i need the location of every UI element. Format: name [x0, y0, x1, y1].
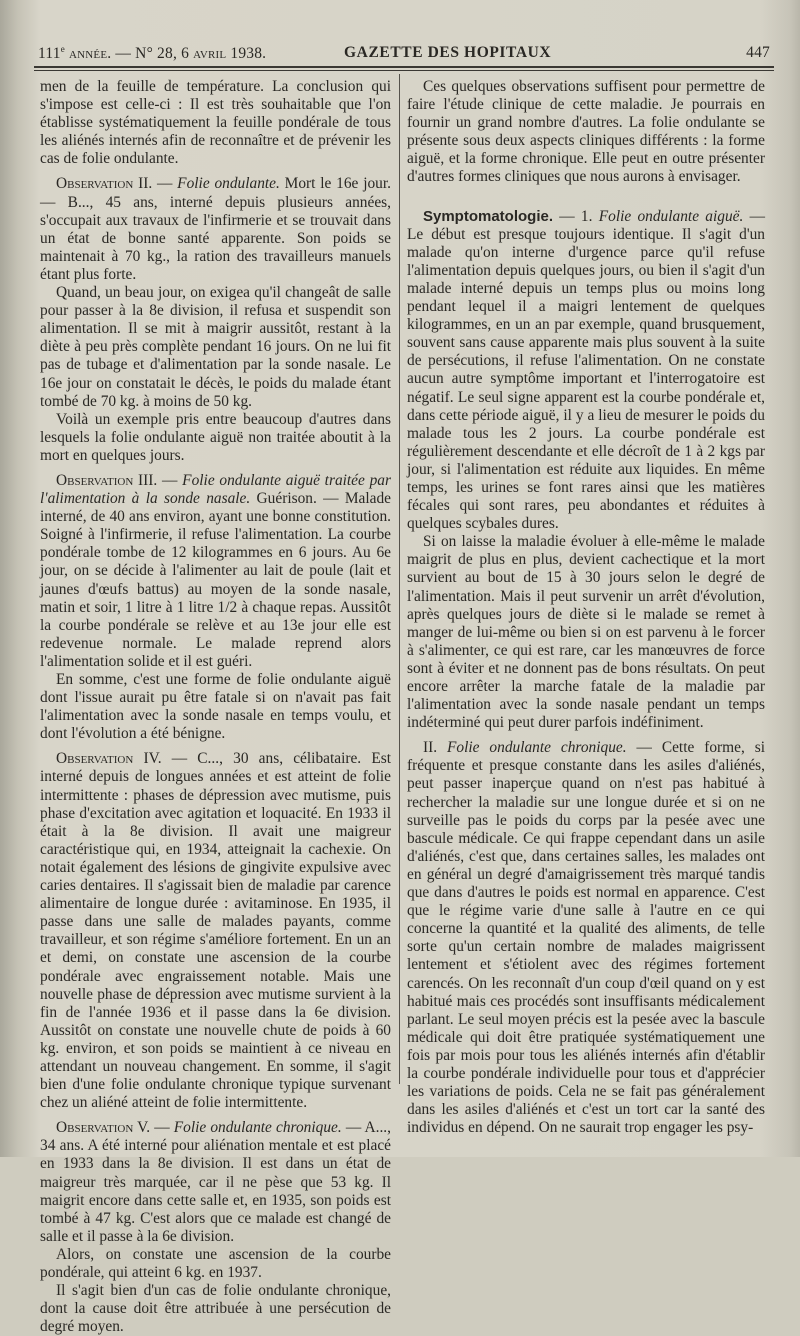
observation-2: Observation II. — Folie ondulante. Mort le 16e jour. — B..., 45 ans, interné depuis plusieurs années, s'occupait aux travaux de l'infirmerie et se trouvait dans un état de bonne santé apparente. Son poids se maintenait à 70 kg., la ration des travailleurs manuels étant plus forte.	[40, 175, 391, 283]
right-column	[407, 78, 765, 1137]
observation-heading: Observation III.	[56, 471, 158, 489]
left-column	[40, 78, 391, 1336]
observation-heading: Observation IV.	[56, 750, 162, 768]
page-number: 447	[746, 44, 770, 61]
symptomatology-section: Symptomatologie. — 1. Folie ondulante aiguë. — Le début est presque toujours identique. Il s'agit d'un malade qu'on interne d'urgence parce qu'il refuse l'alimentation depuis quelques jours, ou bien il s'agit d'un malade interné depuis un temps plus ou moins long pendant lequel il a maigri lentement de quelques kilogrammes, en un an par exemple, quand brusquement, souvent sans cause apparente mais plus souvent à la suite de persécutions, il refuse l'alimentation. On ne constate aucun autre symptôme important et l'interrogatoire est négatif. Le seul signe apparent est la courbe pondérale et, dans cette période aiguë, il y a lieu de mesurer le poids du malade tous les 2 jours. La courbe pondérale est régulièrement descendante et elle décroît de 1 à 2 kgs par jour, si l'alimentation est réduite aux liquides. En même temps, les urines se font rares ainsi que les matières fécales qui sont rares, peu abondantes et réduites à quelques scybales dures.	[407, 207, 765, 533]
paragraph: men de la feuille de température. La conclusion qui s'impose est celle-ci : Il est très souhaitable que l'on établisse systématiquement la feuille pondérale de tous les aliénés internés afin de reconnaître et de prévenir les cas de folie ondulante.	[40, 78, 391, 168]
paragraph: Quand, un beau jour, on exigea qu'il changeât de salle pour passer à la 8e division, il refusa et suspendit son alimentation. Il se mit à maigrir aussitôt, restant à la diète à peu près complète pendant 16 jours. On ne lui fit pas de tubage et d'alimentation par la sonde nasale. Le 16e jour on constatait le décès, le poids du malade étant tombé de 70 kg. à moins de 50 kg.	[40, 284, 391, 410]
observation-heading: Observation II.	[56, 175, 153, 193]
section-heading: Symptomatologie.	[423, 207, 554, 225]
observation-heading: Observation V.	[56, 1119, 151, 1137]
paragraph: Ces quelques observations suffisent pour permettre de faire l'étude clinique de cette maladie. Je pourrais en fournir un grand nombre d'autres. La folie ondulante se présente sous deux aspects cliniques différents : la forme aiguë, et la forme chronique. Elle peut en outre présenter d'autres formes cliniques que nous aurons à envisager.	[407, 78, 765, 186]
issue-date: année. — N° 28, 6 avril 1938.	[64, 45, 267, 63]
observation-3: Observation III. — Folie ondulante aiguë traitée par l'alimentation à la sonde nasale. Guérison. — Malade interné, de 40 ans environ, ayant une bonne constitution. Soigné à l'infirmerie, il refuse l'alimentation. La courbe pondérale tombe de 12 kilogrammes en 6 jours. Au 6e jour, on se décide à l'alimenter au lait de poule (lait et jaunes d'œufs battus) au moyen de la sonde nasale, matin et soir, 1 litre à 1 litre 1/2 à chaque repas. Aussitôt la courbe pondérale se relève et au 13e jour elle est redevenue normale. Le malade reprend alors l'alimentation solide et il est guéri.	[40, 471, 391, 670]
paragraph: En somme, c'est une forme de folie ondulante aiguë dont l'issue aurait pu être fatale si on n'avait pas fait l'alimentation avec la sonde nasale en temps voulu, et dont l'évolution a été bénigne.	[40, 671, 391, 743]
observation-title: Folie ondulante.	[177, 175, 280, 193]
issue-ordinal: e	[60, 44, 65, 54]
paragraph: Voilà un exemple pris entre beaucoup d'autres dans lesquels la folie ondulante aiguë non traitée aboutit à la mort en quelques jours.	[40, 410, 391, 464]
observation-title: Folie ondulante aiguë traitée par l'alimentation à la sonde nasale.	[40, 471, 391, 508]
header-rule	[34, 66, 774, 68]
subsection-title: Folie ondulante aiguë.	[598, 207, 744, 225]
paragraph: Il s'agit bien d'un cas de folie ondulante chronique, dont la cause doit être attribuée à une persécution de degré moyen.	[40, 1282, 391, 1336]
journal-title: GAZETTE DES HOPITAUX	[344, 44, 552, 61]
observation-title: Folie ondulante chronique.	[173, 1119, 342, 1137]
paragraph: Alors, on constate une ascension de la courbe pondérale, qui atteint 6 kg. en 1937.	[40, 1245, 391, 1281]
subsection-number: II.	[423, 739, 438, 757]
observation-5: Observation V. — Folie ondulante chronique. — A..., 34 ans. A été interné pour aliénation mentale et est placé en 1933 dans la 8e division. Il est dans un état de maigreur très marquée, car il ne pèse que 53 kg. Il maigrit encore dans cette salle et, en 1935, son poids est tombé à 47 kg. C'est alors que ce malade est changé de salle et il passe à la 6e division.	[40, 1119, 391, 1245]
header-rule-thin	[34, 70, 774, 71]
chronic-section: II. Folie ondulante chronique. — Cette forme, si fréquente et presque constante dans les asiles d'aliénés, peut passer inaperçue quand on n'est pas habitué à rechercher la maladie sur une longue durée et si on ne surveille pas le poids du corps par la pesée avec une bascule médicale. Ce qui frappe cependant dans un asile d'aliénés, c'est que, dans certaines salles, les malades ont en général un degré d'amaigrissement très marqué tandis que dans d'autres le poids est normal en apparence. C'est que le régime varie d'une salle à l'autre en ce qui concerne la quantité et la qualité des aliments, de telle sorte qu'un certain nombre de malades maigrissent lentement et s'étiolent avec des régimes fortement carencés. On les reconnaît d'un coup d'œil quand on y est habitué mais ces procédés sont insuffisants médicalement parlant. Le seul moyen précis est la pesée avec la bascule médicale qui doit être pratiquée systématiquement une fois par mois pour tous les aliénés internés afin d'établir la courbe pondérale individuelle pour tous et d'apprécier les variations de poids. Cela ne se fait pas généralement dans les asiles d'aliénés et c'est un tort car la santé des individus en dépend. On ne saurait trop engager les psy-	[407, 739, 765, 1137]
observation-4: Observation IV. — C..., 30 ans, célibataire. Est interné depuis de longues années et est atteint de folie intermittente : phases de dépression avec mutisme, puis phase d'excitation avec agitation et loquacité. En 1933 il était à la 8e division. Il avait une maigreur caractéristique qui, en 1934, atteignait la cachexie. On notait également des lésions de gingivite expulsive avec caries dentaires. Il s'agissait bien de maladie par carence alimentaire de longue durée : avitaminose. En 1935, il passe dans une salle de malades payants, comme travailleur, et son régime s'améliore fortement. En un an et demi, on constate une ascension de la courbe pondérale avec engraissement notable. Mais une nouvelle phase de dépression avec mutisme survient à la fin de l'année 1936 et il passe dans la 6e division. Aussitôt on constate une nouvelle chute de poids à 60 kg. environ, et son poids se maintient à ce niveau en attendant un nouveau changement. En somme, il s'agit bien d'une folie ondulante chronique typique survenant chez un aliéné atteint de folie intermittente.	[40, 750, 391, 1112]
subsection-title: Folie ondulante chronique.	[447, 739, 627, 757]
page-header	[28, 44, 770, 66]
issue-info	[38, 44, 266, 63]
column-divider	[399, 74, 400, 1084]
paragraph: Si on laisse la maladie évoluer à elle-même le malade maigrit de plus en plus, devient cachectique et la mort survient au bout de 15 à 30 jours selon le degré de l'alimentation. Mais il peut survenir un arrêt d'évolution, après quelques jours de diète si le malade se remet à manger de lui-même ou bien si on est parvenu à le forcer à s'alimenter, ce qui est rare, car les manœuvres de force sont à éviter et ne donnent pas de bons résultats. On peut encore arrêter la marche fatale de la maladie par l'alimentation avec la sonde nasale pendant un temps indéterminé qui peut durer parfois indéfiniment.	[407, 533, 765, 732]
issue-number: 111	[38, 45, 61, 63]
